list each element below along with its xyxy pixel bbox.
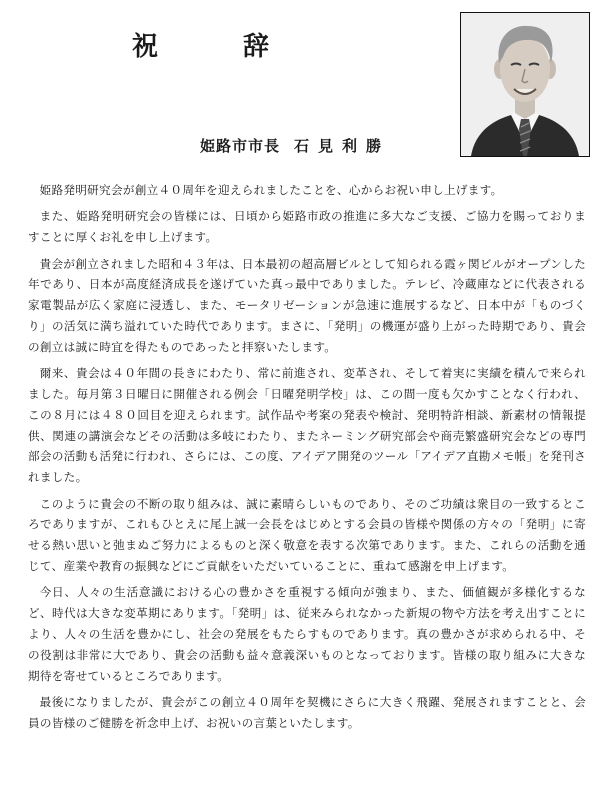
paragraph: また、姫路発明研究会の皆様には、日頃から姫路市政の推進に多大なご支援、ご協力を賜っておりますことに厚くお礼を申し上げます。 <box>28 209 586 245</box>
paragraph: 最後になりましたが、貴会がこの創立４０周年を契機にさらに大きく飛躍、発展されますことと、会員の皆様のご健勝を祈念申上げ、お祝いの言葉といたします。 <box>28 694 586 730</box>
page-title: 祝 辞 <box>132 32 308 62</box>
paragraph: 姫路発明研究会が創立４０周年を迎えられましたことを、心からお祝い申し上げます。 <box>39 183 503 197</box>
author-line <box>200 136 390 156</box>
paragraph: 貴会が創立されました昭和４３年は、日本最初の超高層ビルとして知られる霞ヶ関ビルがオープンした年であり、日本が高度経済成長を遂げていた真っ最中でありました。テレビ、冷蔵庫などに代表される家電製品が広く家庭に浸透し、また、モータリゼーションが急速に進展するなど、日本中が「ものづくり」の活気に満ち溢れていた時代であります。まさに、「発明」の機運が盛り上がった時期であり、貴会の創立は誠に時宜を得たものであったと拝察いたします。 <box>28 256 587 354</box>
paragraph: 今日、人々の生活意識における心の豊かさを重視する傾向が強まり、また、価値観が多様化するなど、時代は大きな変革期にあります。「発明」は、従来みられなかった新規の物や方法を考え出すことにより、人々の生活を豊かにし、社会の発展をもたらすものであります。真の豊かさが求められる中、その役割は非常に大であり、貴会の活動も益々意義深いものとなっております。皆様の取り組みに大きな期待を寄せているところであります。 <box>28 585 587 683</box>
author-role: 姫路市市長 <box>200 137 281 155</box>
author-name: 石見利勝 <box>294 137 391 155</box>
paragraph: 爾来、貴会は４０年間の長きにわたり、常に前進され、変革され、そして着実に実績を積んで来られました。毎月第３日曜日に開催される例会「日曜発明学校」は、この間一度も欠かすことなく行われ、この８月には４８０回目を迎えられます。試作品や考案の発表や検討、発明特許相談、新素材の情報提供、関連の講演会などその活動は多岐にわたり、またネーミング研究部会や商売繁盛研究会などの専門部会の活動も活発に行われ、さらには、この度、アイデア開発のツール「アイデア直勘メモ帳」を発刊されました。 <box>28 366 586 485</box>
paragraph: このように貴会の不断の取り組みは、誠に素晴らしいものであり、そのご功績は衆目の一致するところでありますが、これもひとえに尾上誠一会長をはじめとする会員の皆様や関係の方々の「発明」に寄せる熱い思いと弛まぬご努力によるものと深く敬意を表する次第であります。また、これらの活動を通じて、産業や教育の振興などにご貢献をいただいていることに、重ねて感謝を申上げます。 <box>28 496 586 573</box>
message-body <box>28 180 586 739</box>
portrait-photo-icon <box>461 13 589 156</box>
portrait-photo <box>460 12 590 157</box>
